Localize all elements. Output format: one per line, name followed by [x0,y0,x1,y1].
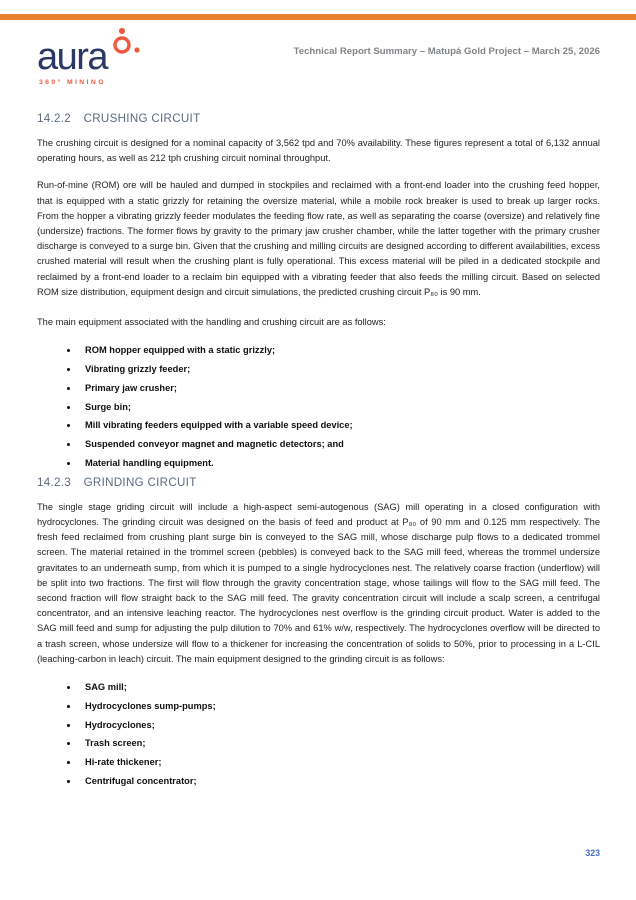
list-item: • Hydrocyclones; [79,719,600,731]
paragraph-crushing-equipment-intro: The main equipment associated with the handling and crushing circuit are as follows: [37,317,386,328]
section-title: GRINDING CIRCUIT [83,475,197,489]
aura-logo [37,28,207,90]
aura-logo-icon [113,26,141,58]
grinding-equipment-list [37,681,600,787]
list-item: • Suspended conveyor magnet and magnetic detectors; and [79,438,600,450]
list-item: • Hi-rate thickener; [79,756,600,768]
list-item: • ROM hopper equipped with a static grizzly; [79,344,600,356]
list-item: • Surge bin; [79,401,600,413]
list-item: • Primary jaw crusher; [79,382,600,394]
paragraph-crushing-capacity: The crushing circuit is designed for a nominal capacity of 3,562 tpd and 70% availability. These figures represent a total of 6,132 annual operating hours, as well as 212 tph crushing circuit nominal throughput. [37,138,600,164]
page-content [37,112,600,794]
aura-tagline: 360° MINING [39,79,106,86]
paragraph-grinding-process: The single stage griding circuit will include a high-aspect semi-autogenous (SAG) mill operating in a closed configuration with hydrocyclones. The grinding circuit was designed on the basis of feed and product at P₈₀ of 90 mm and 0.125 mm respectively. The fresh feed reclaimed from crushing plant surge bin is conveyed to the SAG mill, whose discharge pulp flows to a dedicated trommel screen. The material retained in the trommel screen (pebbles) is conveyed back to the SAG mill feed, whereas the trommel undersize gravitates to an underneath sump, from which it is pumped to a single hydrocyclones nest. The relatively coarse fraction (underflow) will be split into two fractions. The first will flow through the gravity concentration stage, whose tailings will flow to the SAG mill feed. The second fraction will flow straight back to the SAG mill feed. The gravity concentration circuit will include a scalp screen, a centrifugal concentrator, and an intensive leaching reactor. The hydrocyclones nest overflow is the grinding circuit product. Water is added to the SAG mill feed and sump for adjusting the pulp dilution to 70% and 61% w/w, respectively. The hydrocyclones overflow will be directed to a trash screen, whose undersize will flow to a thickener for increasing the concentration of solids to 50%, prior to processing in a L-CIL (leaching-carbon in leach) circuit. The main equipment designed to the grinding circuit is as follows: [37,501,600,664]
section-heading-crushing-circuit [37,112,600,125]
list-item: • Mill vibrating feeders equipped with a variable speed device; [79,419,600,431]
list-item: • SAG mill; [79,681,600,693]
paragraph-rom-process: Run-of-mine (ROM) ore will be hauled and dumped in stockpiles and reclaimed with a front-end loader into the crushing feed hopper, that is equipped with a static grizzly for retaining the oversize material, while a mobile rock breaker is used to break up larger rocks. From the hopper a vibrating grizzly feeder modulates the feeding flow rate, as well as separating the coarse (oversize) and relatively fine (undersize) fractions. The former flows by gravity to the primary jaw crusher chamber, while the latter together with the primary crusher discharge is conveyed to a surge bin. Given that the crushing and milling circuits are designed according to different availabilities, excess crushed material will result when the crushing plant is fully operational. This excess material will be piled in a dedicated stockpile and reclaimed by a front-end loader to a reclaim bin equipped with a vibrating feeder that also feeds the milling circuit. Based on selected ROM size distribution, equipment design and circuit simulations, the predicted crushing circuit P₈₀ is 90 mm. [37,180,600,297]
list-item: • Material handling equipment. [79,457,600,469]
section-number: 14.2.3 [37,475,72,489]
list-item: • Vibrating grizzly feeder; [79,363,600,375]
section-number: 14.2.2 [37,112,72,125]
report-header-title: Technical Report Summary – Matupá Gold Project – March 25, 2026 [293,46,600,57]
aura-wordmark: aura [37,36,108,78]
section-heading-grinding-circuit [37,476,600,489]
page-number: 323 [585,848,600,858]
list-item: • Hydrocyclones sump-pumps; [79,700,600,712]
header-accent-bar [0,14,636,20]
crushing-equipment-list [37,344,600,469]
list-item: • Centrifugal concentrator; [79,775,600,787]
list-item: • Trash screen; [79,737,600,749]
section-title: CRUSHING CIRCUIT [83,112,201,125]
